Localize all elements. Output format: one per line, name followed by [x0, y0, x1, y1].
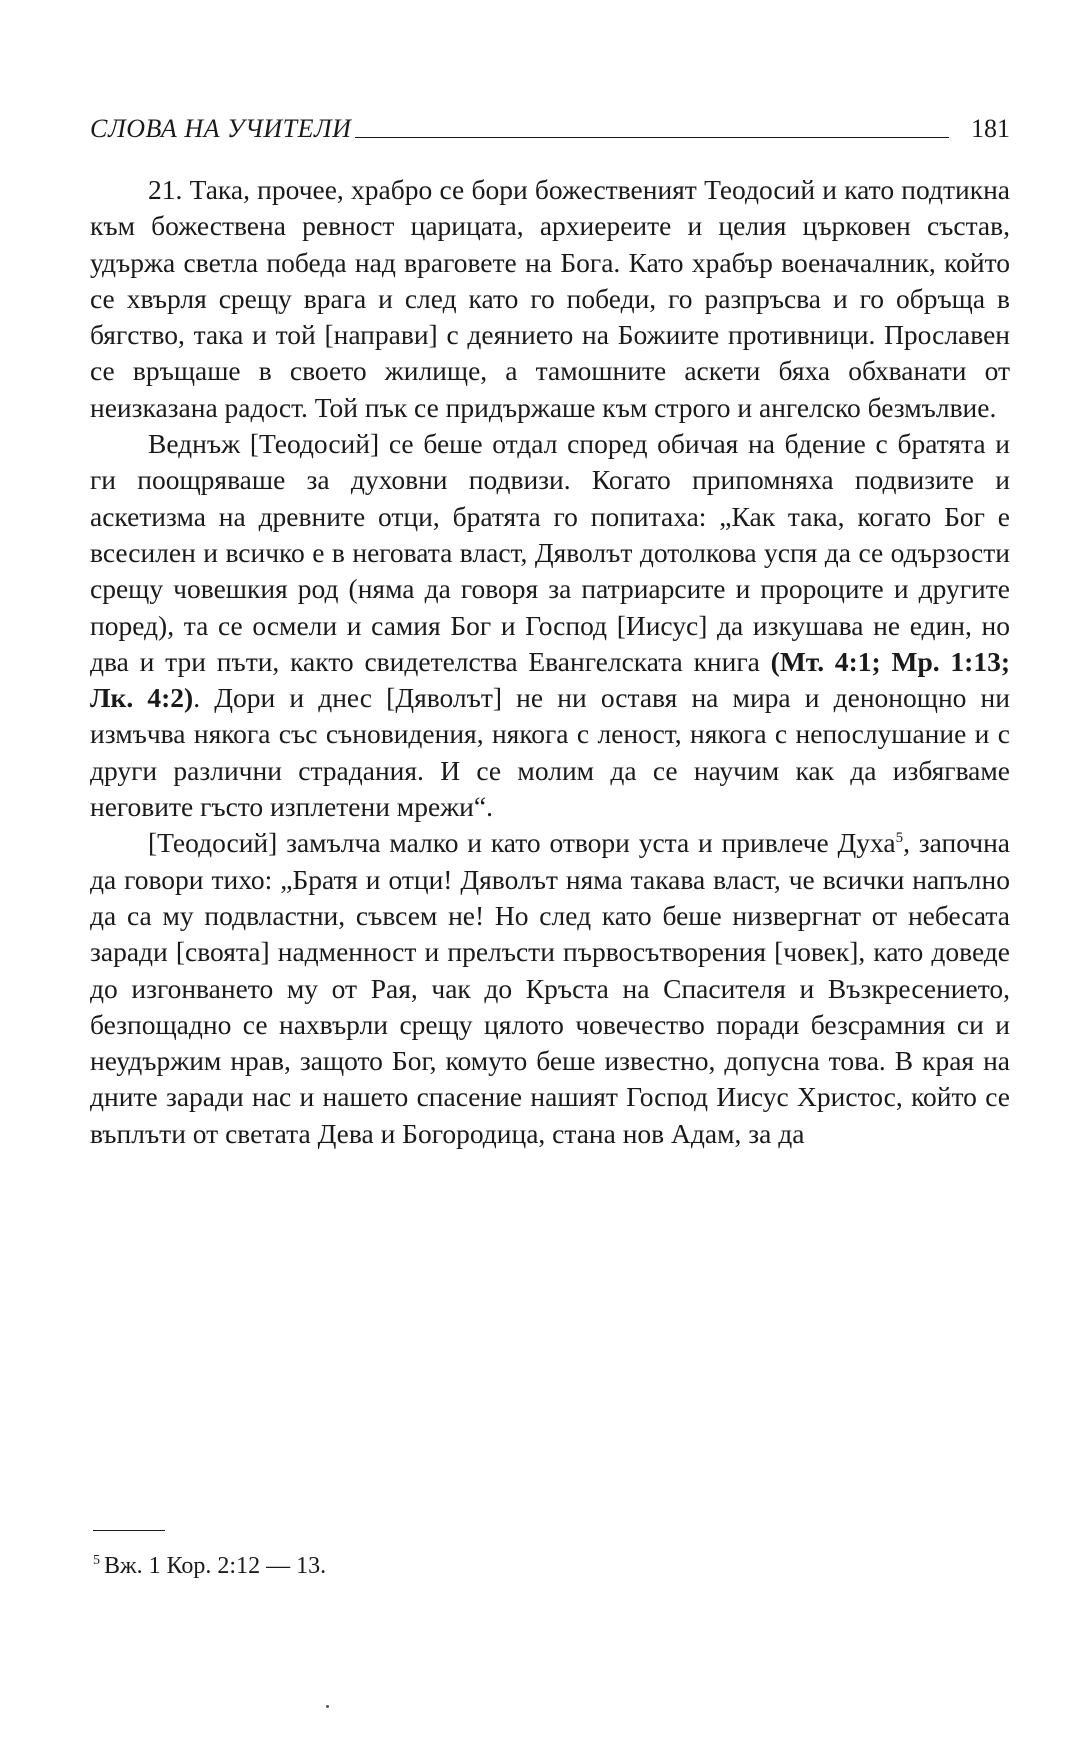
- paragraph-text-before: Веднъж [Теодосий] се беше отдал според обичая на бдение с братята и ги поощряваше за духовни подвизи. Когато припомняха подвизите и аскетизма на древните отци, братята го попитаха: „Как така, когато Бог е всесилен и всичко е в неговата власт, Дяволът дотолкова успя да се одързости срещу човешкия род (няма да говоря за патриарсите и пророците и другите поред), та се осмели и самия Бог и Господ [Иисус] да изкушава не един, но два и три пъти, както свидетелства Евангелската книга: [90, 428, 1010, 677]
- paragraph-text: 21. Така, прочее, храбро се бори божественият Теодосий и като подтикна към божествена ревност царицата, архиереите и целия църковен състав, удържа светла победа над враговете на Бога. Като храбър военачалник, който се хвърля срещу врага и след като го победи, го разпръсва и го обръща в бягство, така и той [направи] с деянието на Божиите противници. Прославен се връщаше в своето жилище, а тамошните аскети бяха обхванати от неизказана радост. Той пък се придържаше към строго и ангелско безмълвие.: [90, 174, 1010, 423]
- paper-speck: [326, 1705, 329, 1708]
- page-number: 181: [971, 114, 1010, 143]
- footnote-text: Вж. 1 Кор. 2:12 — 13.: [104, 1553, 327, 1579]
- header-rule: [355, 137, 949, 138]
- footnote: [93, 1551, 326, 1581]
- running-title: СЛОВА НА УЧИТЕЛИ: [90, 114, 352, 143]
- paragraph-text-after: , започна да говори тихо: „Братя и отци! Дяволът няма такава власт, че всички напълно да са му подвластни, съвсем не! Но след като беше низвергнат от небесата заради [своята] надменност и прелъсти първосътворения [човек], като доведе до изгонването му от Рая, чак до Кръста на Спасителя и Възкресението, безпощадно се нахвърли срещу цялото човечество поради безсрамния си и неудържим нрав, защото Бог, комуто беше известно, допусна това. В края на дните заради нас и нашето спасение нашият Господ Иисус Христос, който се въплъти от светата Дева и Богородица, стана нов Адам, за да: [90, 827, 1010, 1149]
- footnote-separator: [93, 1530, 165, 1531]
- paragraph-vigil: [90, 426, 1010, 825]
- footnote-mark: 5: [93, 1553, 100, 1568]
- paragraph-text-after: . Дори и днес [Дяволът] не ни оставя на мира и денонощно ни измъчва някога със съновидения, някога с леност, някога с непослушание и с други различни страдания. И се молим да се научим как да избягваме неговите гъсто изплетени мрежи“.: [90, 682, 1010, 823]
- paragraph-text-before: [Теодосий] замълча малко и като отвори уста и привлече Духа: [148, 827, 896, 859]
- footnote-reference-mark[interactable]: 5: [895, 830, 904, 847]
- main-text: [90, 172, 1010, 1152]
- running-header: [90, 108, 1010, 142]
- scripture-reference: (Мт. 4:1; Мр. 1:13; Лк. 4:2): [90, 645, 1010, 714]
- paragraph-21: [90, 172, 1010, 426]
- paragraph-reply: [90, 825, 1010, 1152]
